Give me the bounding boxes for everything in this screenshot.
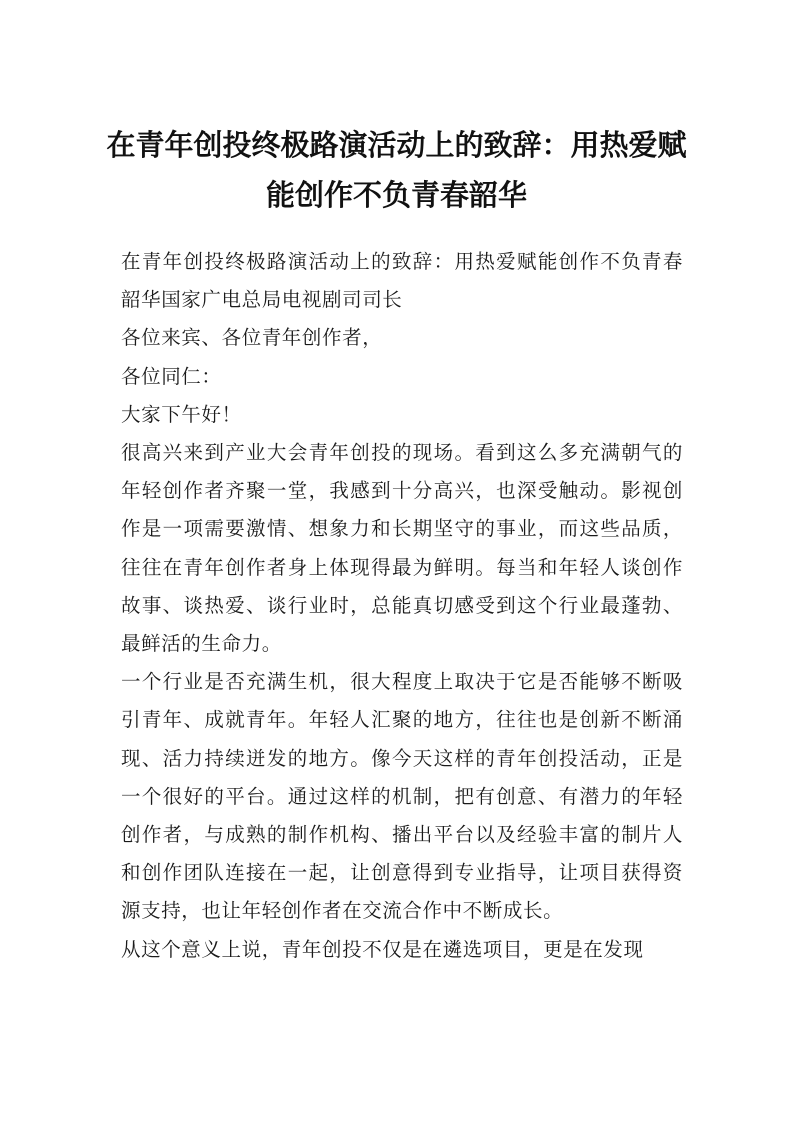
paragraph-body-2: 一个行业是否充满生机，很大程度上取决于它是否能够不断吸引青年、成就青年。年轻人汇聚的地方，往往也是创新不断涌现、活力持续迸发的地方。像今天这样的青年创投活动，正是一个很好的平台。通过这样的机制，把有创意、有潜力的年轻创作者，与成熟的制作机构、播出平台以及经验丰富的制片人和创作团队连接在一起，让创意得到专业指导，让项目获得资源支持，也让年轻创作者在交流合作中不断成长。 bbox=[121, 670, 683, 923]
document-body bbox=[121, 243, 683, 969]
paragraph-body-1: 很高兴来到产业大会青年创投的现场。看到这么多充满朝气的年轻创作者齐聚一堂，我感到十分高兴，也深受触动。影视创作是一项需要激情、想象力和长期坚守的事业，而这些品质，往往在青年创作者身上体现得最为鲜明。每当和年轻人谈创作故事、谈热爱、谈行业时，总能真切感受到这个行业最蓬勃、最鲜活的生命力。 bbox=[121, 441, 683, 656]
paragraph-greeting: 大家下午好！ bbox=[121, 402, 242, 426]
paragraph-subtitle: 在青年创投终极路演活动上的致辞：用热爱赋能创作不负青春韶华国家广电总局电视剧司司长 bbox=[121, 250, 683, 312]
paragraph-salutation-guests: 各位来宾、各位青年创作者， bbox=[121, 326, 383, 350]
paragraph-body-3: 从这个意义上说，青年创投不仅是在遴选项目，更是在发现 bbox=[121, 937, 644, 961]
paragraph-salutation-colleagues: 各位同仁： bbox=[121, 364, 222, 388]
document-title: 在青年创投终极路演活动上的致辞：用热爱赋能创作不负青春韶华 bbox=[106, 128, 687, 212]
